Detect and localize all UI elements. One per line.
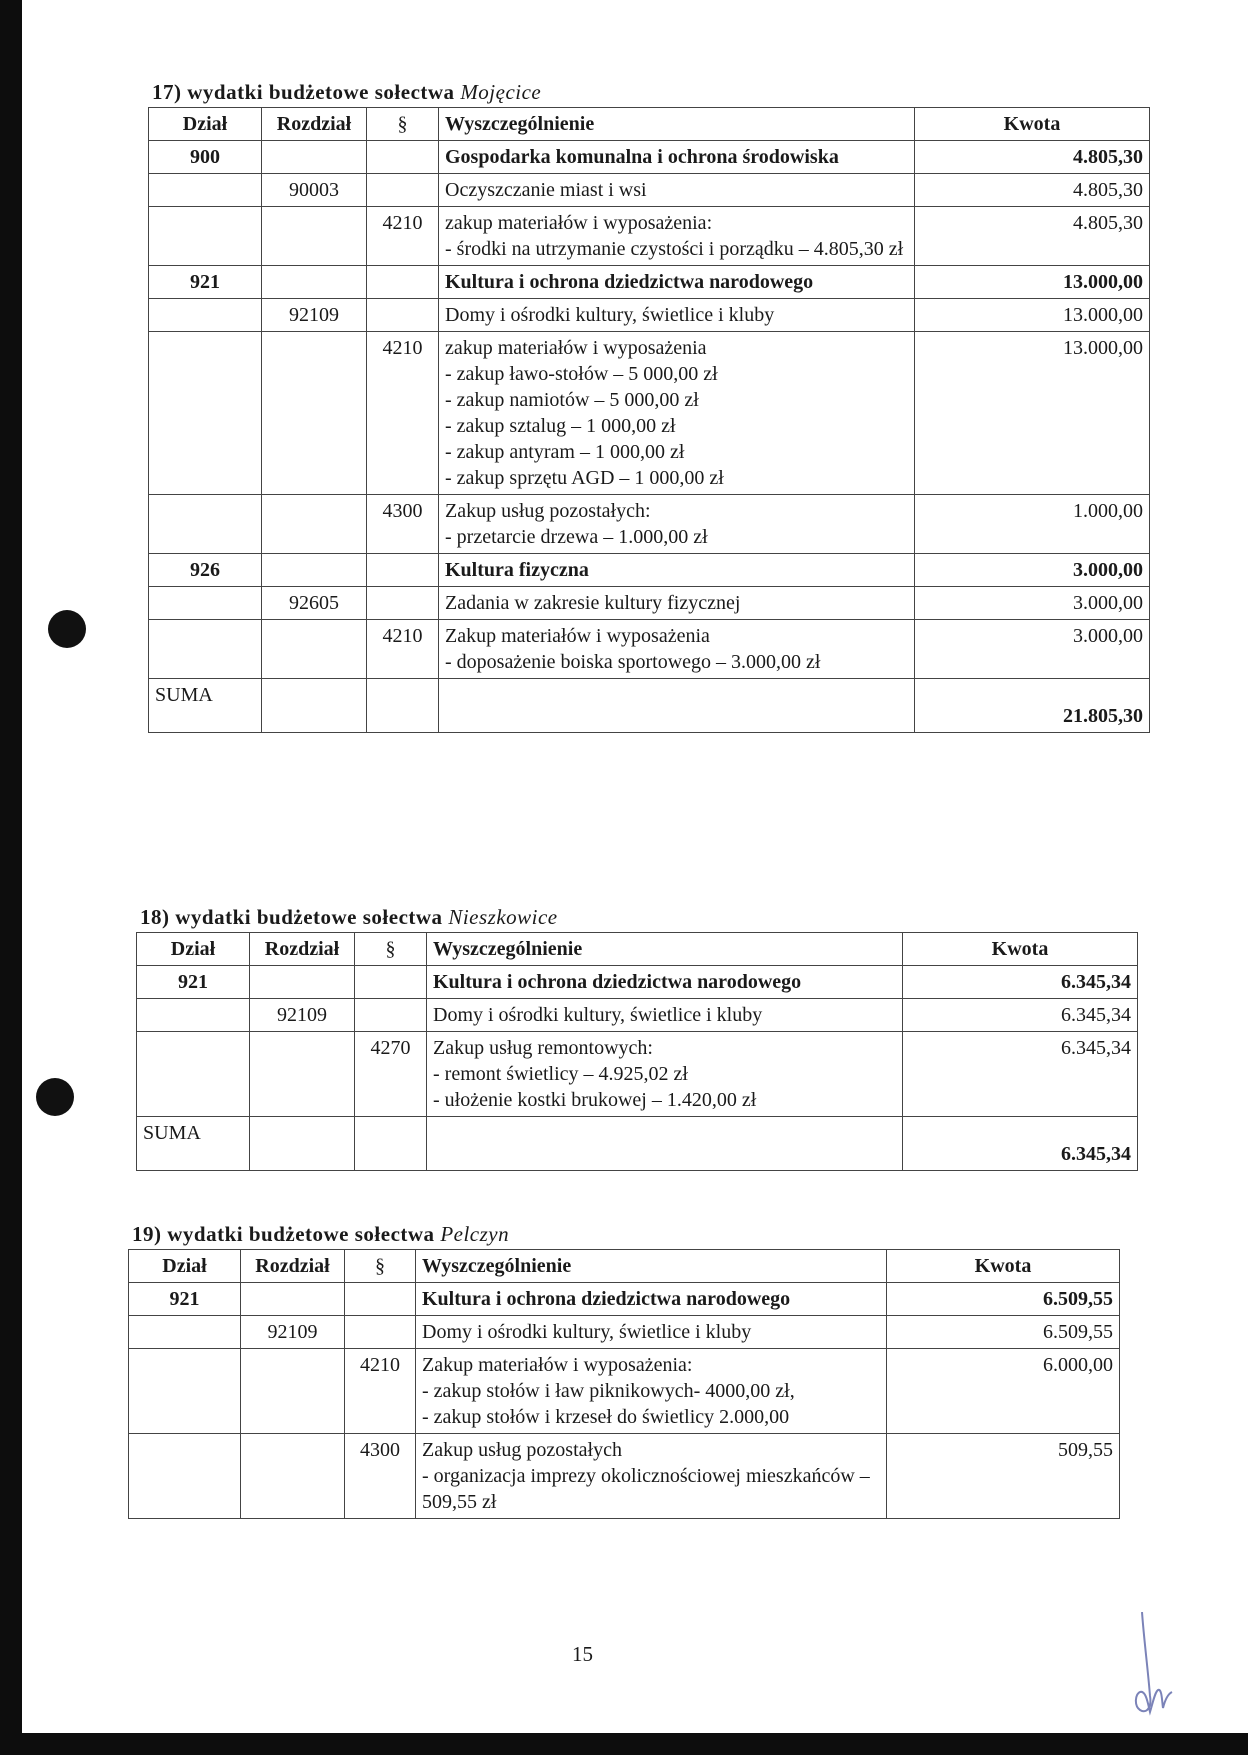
cell-dzial (149, 207, 262, 266)
description-line: - zakup ławo-stołów – 5 000,00 zł (445, 363, 718, 385)
description-line: Zakup usług remontowych: (433, 1037, 653, 1059)
cell-dzial (137, 1032, 250, 1117)
suma-label: SUMA (149, 679, 262, 733)
village-name: Nieszkowice (448, 905, 558, 929)
section-heading-text: 18) wydatki budżetowe sołectwa (140, 905, 449, 929)
description-line: - zakup stołów i krzeseł do świetlicy 2.000,00 (422, 1406, 790, 1428)
description-line: - remont świetlicy – 4.925,02 zł (433, 1063, 688, 1085)
header-dzial: Dział (149, 108, 262, 141)
cell-paragraf (345, 1283, 416, 1316)
cell-dzial (149, 620, 262, 679)
header-dzial: Dział (129, 1250, 241, 1283)
table-row (129, 1434, 1120, 1519)
cell-description (427, 1032, 903, 1117)
cell-description (416, 1316, 887, 1349)
header-rozdzial: Rozdział (250, 933, 355, 966)
page-number: 15 (572, 1642, 593, 1666)
cell-paragraf (367, 299, 439, 332)
description-line: Kultura i ochrona dziedzictwa narodowego (445, 271, 814, 293)
cell-dzial: 926 (149, 554, 262, 587)
cell-description (439, 266, 915, 299)
cell-paragraf: 4210 (367, 207, 439, 266)
cell-kwota: 3.000,00 (915, 620, 1150, 679)
budget-table (128, 1249, 1120, 1519)
section-heading (132, 1222, 1120, 1247)
cell-rozdzial (241, 1349, 345, 1434)
cell-rozdzial (250, 966, 355, 999)
cell-rozdzial (250, 1032, 355, 1117)
section-heading-text: 17) wydatki budżetowe sołectwa (152, 80, 461, 104)
cell-kwota: 1.000,00 (915, 495, 1150, 554)
empty-cell (262, 679, 367, 733)
empty-cell (427, 1117, 903, 1171)
description-line: - organizacja imprezy okolicznościowej mieszkańców – 509,55 zł (422, 1465, 870, 1513)
cell-rozdzial: 92109 (241, 1316, 345, 1349)
cell-description (439, 587, 915, 620)
description-line: Zakup materiałów i wyposażenia (445, 625, 710, 647)
cell-kwota: 3.000,00 (915, 554, 1150, 587)
empty-cell (367, 679, 439, 733)
cell-paragraf: 4210 (367, 332, 439, 495)
cell-rozdzial (262, 495, 367, 554)
cell-dzial: 921 (149, 266, 262, 299)
section-nieszkowice (136, 905, 1138, 1171)
table-header-row (137, 933, 1138, 966)
cell-rozdzial (262, 332, 367, 495)
cell-paragraf: 4210 (345, 1349, 416, 1434)
cell-rozdzial (241, 1283, 345, 1316)
cell-paragraf: 4270 (355, 1032, 427, 1117)
cell-rozdzial (262, 266, 367, 299)
table-row (149, 299, 1150, 332)
cell-kwota: 13.000,00 (915, 299, 1150, 332)
table-row (149, 587, 1150, 620)
village-name: Pelczyn (440, 1222, 510, 1246)
suma-value: 6.345,34 (903, 1117, 1138, 1171)
table-row (137, 999, 1138, 1032)
cell-paragraf (355, 999, 427, 1032)
cell-kwota: 4.805,30 (915, 207, 1150, 266)
description-line: Kultura i ochrona dziedzictwa narodowego (422, 1288, 791, 1310)
suma-label: SUMA (137, 1117, 250, 1171)
scan-edge (0, 0, 22, 1755)
cell-dzial (129, 1434, 241, 1519)
cell-description (439, 299, 915, 332)
cell-rozdzial (262, 207, 367, 266)
table-row (129, 1283, 1120, 1316)
table-row (129, 1316, 1120, 1349)
cell-kwota: 6.345,34 (903, 1032, 1138, 1117)
section-heading (140, 905, 1138, 930)
table-header-row (149, 108, 1150, 141)
cell-rozdzial (262, 554, 367, 587)
description-line: zakup materiałów i wyposażenia: (445, 212, 713, 234)
description-line: - ułożenie kostki brukowej – 1.420,00 zł (433, 1089, 757, 1111)
section-heading (152, 80, 1150, 105)
table-row (149, 141, 1150, 174)
cell-rozdzial: 90003 (262, 174, 367, 207)
cell-paragraf (355, 966, 427, 999)
punch-hole (36, 1078, 74, 1116)
cell-dzial: 900 (149, 141, 262, 174)
empty-cell (250, 1117, 355, 1171)
cell-kwota: 13.000,00 (915, 266, 1150, 299)
section-mojecice (148, 80, 1150, 733)
section-pelczyn (128, 1222, 1120, 1519)
budget-table (148, 107, 1150, 733)
description-line: zakup materiałów i wyposażenia (445, 337, 707, 359)
cell-description (416, 1283, 887, 1316)
signature (1122, 1612, 1182, 1729)
header-opis: Wyszczególnienie (439, 108, 915, 141)
description-line: Zakup usług pozostałych (422, 1439, 622, 1461)
cell-description (439, 554, 915, 587)
description-line: Zakup materiałów i wyposażenia: (422, 1354, 693, 1376)
cell-kwota: 6.000,00 (887, 1349, 1120, 1434)
header-kwota: Kwota (887, 1250, 1120, 1283)
suma-value: 21.805,30 (915, 679, 1150, 733)
cell-dzial: 921 (129, 1283, 241, 1316)
table-header-row (129, 1250, 1120, 1283)
description-line: - doposażenie boiska sportowego – 3.000,00 zł (445, 651, 821, 673)
cell-description (416, 1349, 887, 1434)
table-row (129, 1349, 1120, 1434)
cell-description (427, 999, 903, 1032)
header-dzial: Dział (137, 933, 250, 966)
table-row (149, 266, 1150, 299)
scan-edge-bottom (0, 1733, 1248, 1755)
description-line: Domy i ośrodki kultury, świetlice i kluby (445, 304, 775, 326)
table-row (137, 1032, 1138, 1117)
table-row (149, 174, 1150, 207)
description-line: - zakup antyram – 1 000,00 zł (445, 441, 685, 463)
cell-kwota: 4.805,30 (915, 174, 1150, 207)
header-rozdzial: Rozdział (262, 108, 367, 141)
table-row (149, 207, 1150, 266)
cell-description (416, 1434, 887, 1519)
budget-table (136, 932, 1138, 1171)
cell-description (439, 207, 915, 266)
description-line: Zakup usług pozostałych: (445, 500, 651, 522)
header-kwota: Kwota (903, 933, 1138, 966)
cell-dzial (129, 1349, 241, 1434)
description-line: Oczyszczanie miast i wsi (445, 179, 647, 201)
cell-rozdzial (262, 620, 367, 679)
header-rozdzial: Rozdział (241, 1250, 345, 1283)
cell-paragraf (367, 554, 439, 587)
header-paragraf: § (367, 108, 439, 141)
header-opis: Wyszczególnienie (416, 1250, 887, 1283)
cell-rozdzial: 92109 (262, 299, 367, 332)
cell-dzial (149, 587, 262, 620)
cell-description (439, 495, 915, 554)
description-line: - zakup stołów i ław piknikowych- 4000,00 zł, (422, 1380, 795, 1402)
cell-dzial (137, 999, 250, 1032)
cell-paragraf: 4300 (367, 495, 439, 554)
cell-kwota: 3.000,00 (915, 587, 1150, 620)
cell-kwota: 6.345,34 (903, 999, 1138, 1032)
cell-paragraf (345, 1316, 416, 1349)
description-line: Kultura i ochrona dziedzictwa narodowego (433, 971, 802, 993)
cell-description (427, 966, 903, 999)
header-opis: Wyszczególnienie (427, 933, 903, 966)
cell-rozdzial (241, 1434, 345, 1519)
table-row (149, 554, 1150, 587)
description-line: Zadania w zakresie kultury fizycznej (445, 592, 741, 614)
cell-kwota: 509,55 (887, 1434, 1120, 1519)
description-line: - zakup sztalug – 1 000,00 zł (445, 415, 676, 437)
table-row (149, 620, 1150, 679)
cell-kwota: 4.805,30 (915, 141, 1150, 174)
cell-dzial (129, 1316, 241, 1349)
table-row (149, 332, 1150, 495)
cell-description (439, 174, 915, 207)
empty-cell (355, 1117, 427, 1171)
cell-rozdzial (262, 141, 367, 174)
description-line: - zakup namiotów – 5 000,00 zł (445, 389, 699, 411)
cell-paragraf: 4210 (367, 620, 439, 679)
cell-kwota: 6.509,55 (887, 1316, 1120, 1349)
description-line: - środki na utrzymanie czystości i porządku – 4.805,30 zł (445, 238, 904, 260)
cell-paragraf (367, 587, 439, 620)
cell-description (439, 332, 915, 495)
cell-paragraf (367, 141, 439, 174)
empty-cell (439, 679, 915, 733)
description-line: - przetarcie drzewa – 1.000,00 zł (445, 526, 708, 548)
cell-kwota: 13.000,00 (915, 332, 1150, 495)
description-line: - zakup sprzętu AGD – 1 000,00 zł (445, 467, 724, 489)
cell-description (439, 620, 915, 679)
cell-description (439, 141, 915, 174)
description-line: Domy i ośrodki kultury, świetlice i kluby (422, 1321, 752, 1343)
table-row (137, 966, 1138, 999)
table-row (149, 495, 1150, 554)
header-paragraf: § (345, 1250, 416, 1283)
cell-dzial (149, 174, 262, 207)
suma-row (137, 1117, 1138, 1171)
description-line: Gospodarka komunalna i ochrona środowiska (445, 146, 839, 168)
header-paragraf: § (355, 933, 427, 966)
cell-dzial: 921 (137, 966, 250, 999)
cell-kwota: 6.345,34 (903, 966, 1138, 999)
cell-dzial (149, 495, 262, 554)
cell-rozdzial: 92605 (262, 587, 367, 620)
cell-rozdzial: 92109 (250, 999, 355, 1032)
village-name: Mojęcice (460, 80, 542, 104)
cell-dzial (149, 332, 262, 495)
suma-row (149, 679, 1150, 733)
cell-paragraf (367, 174, 439, 207)
punch-hole (48, 610, 86, 648)
section-heading-text: 19) wydatki budżetowe sołectwa (132, 1222, 441, 1246)
cell-kwota: 6.509,55 (887, 1283, 1120, 1316)
description-line: Kultura fizyczna (445, 559, 589, 581)
cell-paragraf: 4300 (345, 1434, 416, 1519)
description-line: Domy i ośrodki kultury, świetlice i kluby (433, 1004, 763, 1026)
cell-paragraf (367, 266, 439, 299)
cell-dzial (149, 299, 262, 332)
header-kwota: Kwota (915, 108, 1150, 141)
